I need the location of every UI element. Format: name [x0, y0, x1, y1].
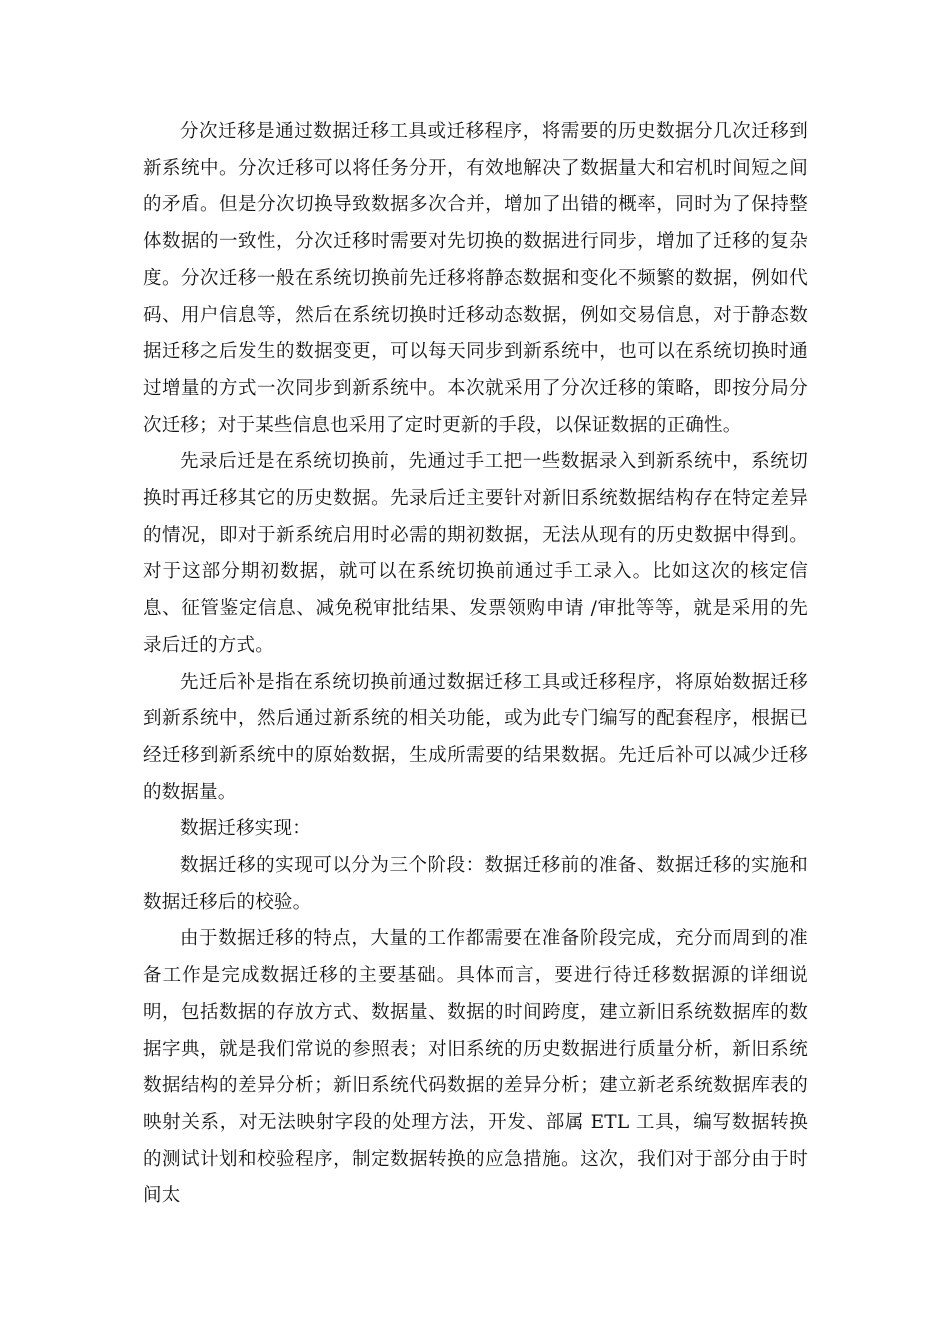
document-body: [143, 114, 808, 1215]
paragraph-three-stages: 数据迁移的实现可以分为三个阶段：数据迁移前的准备、数据迁移的实施和数据迁移后的校验。: [143, 855, 808, 913]
paragraph-phased-migration: 分次迁移是通过数据迁移工具或迁移程序，将需要的历史数据分几次迁移到新系统中。分次迁移可以将任务分开，有效地解决了数据量大和宕机时间短之间的矛盾。但是分次切换导致数据多次合并，增加了出错的概率，同时为了保持整体数据的一致性，分次迁移时需要对先切换的数据进行同步，增加了迁移的复杂度。分次迁移一般在系统切换前先迁移将静态数据和变化不频繁的数据，例如代码、用户信息等，然后在系统切换时迁移动态数据，例如交易信息，对于静态数据迁移之后发生的数据变更，可以每天同步到新系统中，也可以在系统切换时通过增量的方式一次同步到新系统中。本次就采用了分次迁移的策略，即按分局分次迁移；对于某些信息也采用了定时更新的手段，以保证数据的正确性。: [143, 121, 808, 436]
paragraph-migrate-then-supplement: 先迁后补是指在系统切换前通过数据迁移工具或迁移程序，将原始数据迁移到新系统中，然后通过新系统的相关功能，或为此专门编写的配套程序，根据已经迁移到新系统中的原始数据，生成所需要的结果数据。先迁后补可以减少迁移的数据量。: [143, 671, 808, 803]
paragraph-preparation: 由于数据迁移的特点，大量的工作都需要在准备阶段完成，充分而周到的准备工作是完成数据迁移的主要基础。具体而言，要进行待迁移数据源的详细说明，包括数据的存放方式、数据量、数据的时间跨度，建立新旧系统数据库的数据字典，就是我们常说的参照表；对旧系统的历史数据进行质量分析，新旧系统数据结构的差异分析；新旧系统代码数据的差异分析；建立新老系统数据库表的映射关系，对无法映射字段的处理方法，开发、部属 ETL 工具，编写数据转换的测试计划和校验程序，制定数据转换的应急措施。这次，我们对于部分由于时间太: [143, 928, 808, 1207]
section-heading-migration-implementation: 数据迁移实现：: [180, 818, 311, 840]
paragraph-enter-then-migrate: 先录后迁是在系统切换前，先通过手工把一些数据录入到新系统中，系统切换时再迁移其它的历史数据。先录后迁主要针对新旧系统数据结构存在特定差异的情况，即对于新系统启用时必需的期初数据，无法从现有的历史数据中得到。对于这部分期初数据，就可以在系统切换前通过手工录入。比如这次的核定信息、征管鉴定信息、减免税审批结果、发票领购申请 /审批等等，就是采用的先录后迁的方式。: [143, 451, 808, 656]
